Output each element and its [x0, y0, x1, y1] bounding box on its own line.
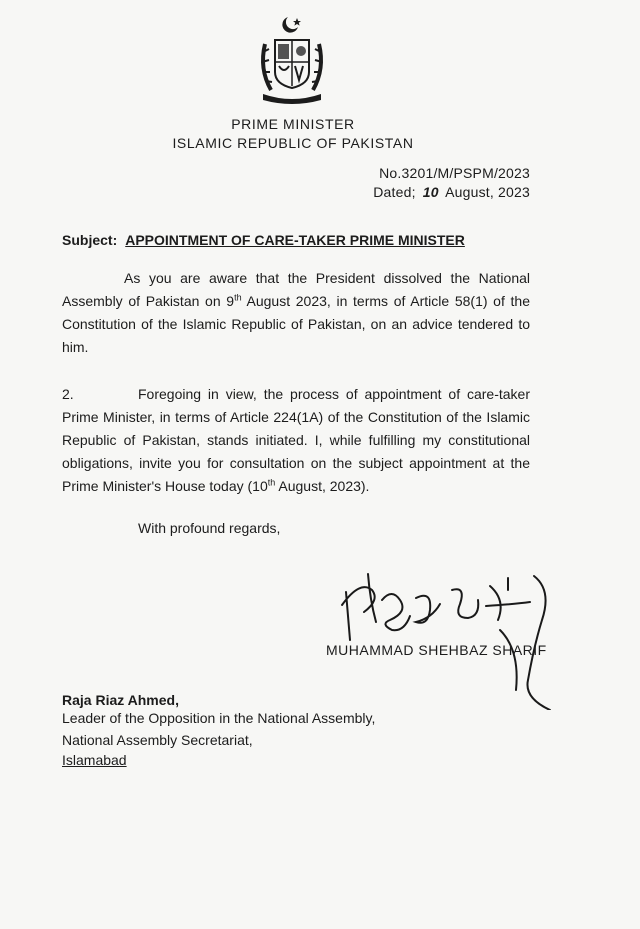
closing-regards: With profound regards,	[138, 520, 281, 536]
subject-label: Subject:	[62, 232, 118, 248]
reference-date	[373, 184, 530, 200]
paragraph-2-text-b: August, 2023).	[275, 478, 370, 494]
paragraph-2-sup: th	[267, 477, 276, 488]
subject-line	[62, 232, 465, 248]
header-office: PRIME MINISTER	[231, 116, 355, 132]
paragraph-2	[62, 383, 530, 498]
paragraph-1	[62, 267, 530, 359]
header-country: ISLAMIC REPUBLIC OF PAKISTAN	[172, 135, 414, 151]
addressee-office: National Assembly Secretariat,	[62, 732, 253, 748]
addressee-name: Raja Riaz Ahmed,	[62, 692, 179, 708]
signatory-name: MUHAMMAD SHEHBAZ SHARIF	[326, 642, 547, 658]
date-month-year: August, 2023	[445, 184, 530, 200]
paragraph-1-text-b: August 2023, in terms of Article 58(1) of the Constitution of the Islamic Republic of Pakistan, on an advice tendered to him.	[62, 293, 530, 355]
date-label: Dated;	[373, 184, 416, 200]
reference-number: No.3201/M/PSPM/2023	[379, 165, 530, 181]
paragraph-2-number: 2.	[62, 386, 74, 402]
subject-text: APPOINTMENT OF CARE-TAKER PRIME MINISTER	[125, 232, 465, 248]
paragraph-1-sup: th	[234, 292, 242, 303]
state-emblem-icon	[255, 14, 329, 106]
addressee-city: Islamabad	[62, 752, 127, 768]
handwritten-signature	[320, 560, 570, 710]
paragraph-2-text-a: Foregoing in view, the process of appointment of care-taker Prime Minister, in terms of Article 224(1A) of the Constitution of the Islamic Republic of Pakistan, stands initiated. I, while fulfilling my constitutional obligations, invite you for consultation on the subject appointment at the Prime Minister's House today (10	[62, 386, 530, 494]
paragraph-1-text-a: As you are aware that the President dissolved the National Assembly of Pakistan on 9	[62, 270, 530, 309]
addressee-title: Leader of the Opposition in the National Assembly,	[62, 710, 376, 726]
date-day: 10	[422, 184, 439, 200]
